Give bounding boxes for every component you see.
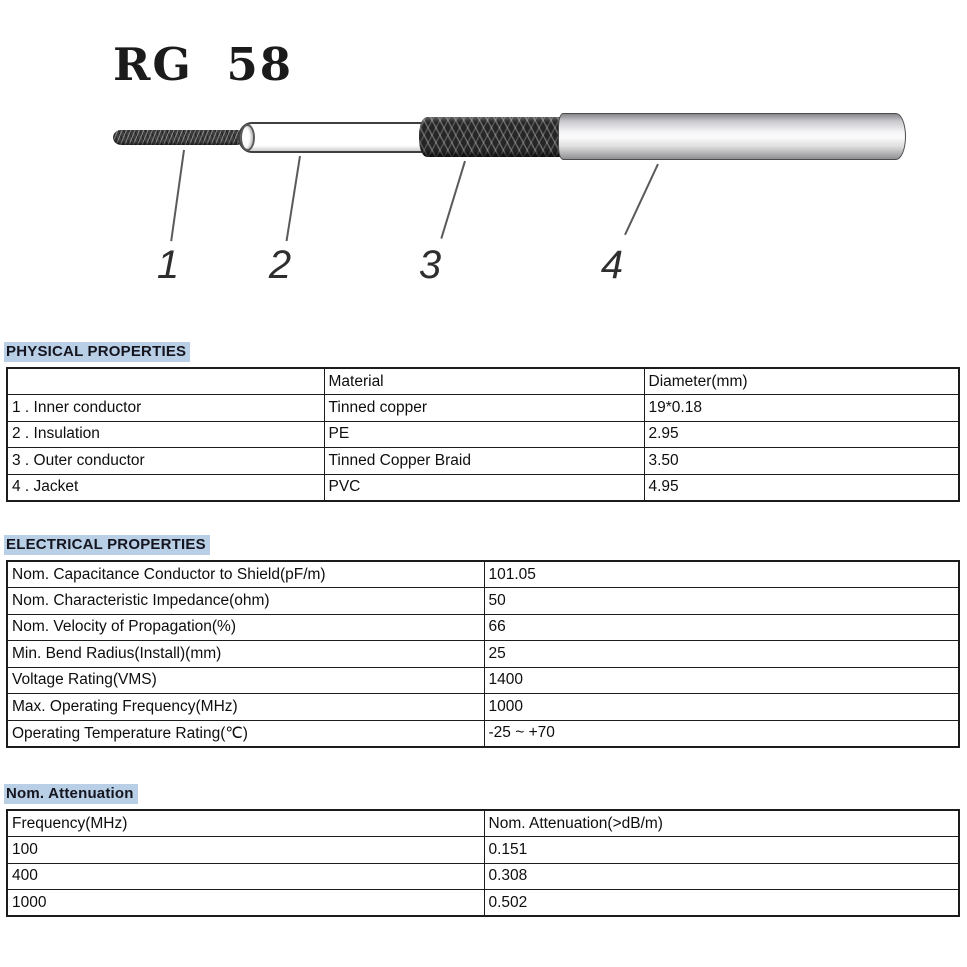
diameter-value: 3.50: [644, 448, 959, 475]
material-value: Tinned Copper Braid: [324, 448, 644, 475]
table-row: [7, 641, 959, 668]
property-value: 50: [484, 588, 959, 615]
table-row: [7, 837, 959, 864]
property-label: Nom. Capacitance Conductor to Shield(pF/m): [7, 561, 484, 588]
header-cell-attenuation: Nom. Attenuation(>dB/m): [484, 810, 959, 837]
attenuation-value: 0.151: [484, 837, 959, 864]
property-value: 1000: [484, 694, 959, 721]
table-row: [7, 720, 959, 747]
table-row: [7, 614, 959, 641]
property-value: -25 ~ +70: [484, 720, 959, 747]
table-row: [7, 395, 959, 422]
header-cell-material: Material: [324, 368, 644, 395]
attenuation-table: [6, 809, 960, 917]
leader-line-4: [624, 164, 658, 235]
property-label: Nom. Characteristic Impedance(ohm): [7, 588, 484, 615]
frequency-value: 1000: [7, 890, 484, 917]
insulation-end-face: [240, 124, 255, 151]
table-row: [7, 448, 959, 475]
physical-properties-table: [6, 367, 960, 502]
insulation-graphic: [238, 122, 428, 153]
physical-properties-heading: PHYSICAL PROPERTIES: [4, 342, 190, 362]
row-label: 2 . Insulation: [7, 421, 324, 448]
part-label-1: 1: [156, 243, 180, 287]
table-row: [7, 421, 959, 448]
electrical-properties-heading: ELECTRICAL PROPERTIES: [4, 535, 210, 555]
cable-diagram: [0, 0, 967, 320]
property-label: Nom. Velocity of Propagation(%): [7, 614, 484, 641]
attenuation-value: 0.308: [484, 863, 959, 890]
part-label-3: 3: [418, 243, 442, 287]
table-row: [7, 474, 959, 501]
diameter-value: 19*0.18: [644, 395, 959, 422]
header-cell-diameter: Diameter(mm): [644, 368, 959, 395]
property-value: 101.05: [484, 561, 959, 588]
row-label: 4 . Jacket: [7, 474, 324, 501]
frequency-value: 100: [7, 837, 484, 864]
frequency-value: 400: [7, 863, 484, 890]
property-value: 66: [484, 614, 959, 641]
table-header-row: [7, 368, 959, 395]
property-label: Max. Operating Frequency(MHz): [7, 694, 484, 721]
table-row: [7, 588, 959, 615]
jacket-graphic: [558, 113, 906, 160]
table-row: [7, 694, 959, 721]
leader-line-2: [286, 156, 301, 241]
table-header-row: [7, 810, 959, 837]
leader-line-3: [440, 161, 465, 239]
leader-line-1: [170, 150, 184, 241]
diameter-value: 2.95: [644, 421, 959, 448]
part-label-4: 4: [600, 243, 624, 287]
part-label-2: 2: [268, 243, 292, 287]
inner-conductor-graphic: [113, 130, 245, 145]
table-row: [7, 561, 959, 588]
table-row: [7, 890, 959, 917]
header-cell-frequency: Frequency(MHz): [7, 810, 484, 837]
outer-conductor-braid-graphic: [419, 117, 564, 157]
property-value: 1400: [484, 667, 959, 694]
property-value: 25: [484, 641, 959, 668]
header-cell-blank: [7, 368, 324, 395]
attenuation-value: 0.502: [484, 890, 959, 917]
property-label: Voltage Rating(VMS): [7, 667, 484, 694]
row-label: 1 . Inner conductor: [7, 395, 324, 422]
property-label: Operating Temperature Rating(℃): [7, 720, 484, 747]
material-value: PVC: [324, 474, 644, 501]
attenuation-heading: Nom. Attenuation: [4, 784, 138, 804]
page-title: RG 58: [113, 38, 294, 91]
table-row: [7, 667, 959, 694]
electrical-properties-table: [6, 560, 960, 748]
diameter-value: 4.95: [644, 474, 959, 501]
material-value: Tinned copper: [324, 395, 644, 422]
property-label: Min. Bend Radius(Install)(mm): [7, 641, 484, 668]
row-label: 3 . Outer conductor: [7, 448, 324, 475]
table-row: [7, 863, 959, 890]
material-value: PE: [324, 421, 644, 448]
